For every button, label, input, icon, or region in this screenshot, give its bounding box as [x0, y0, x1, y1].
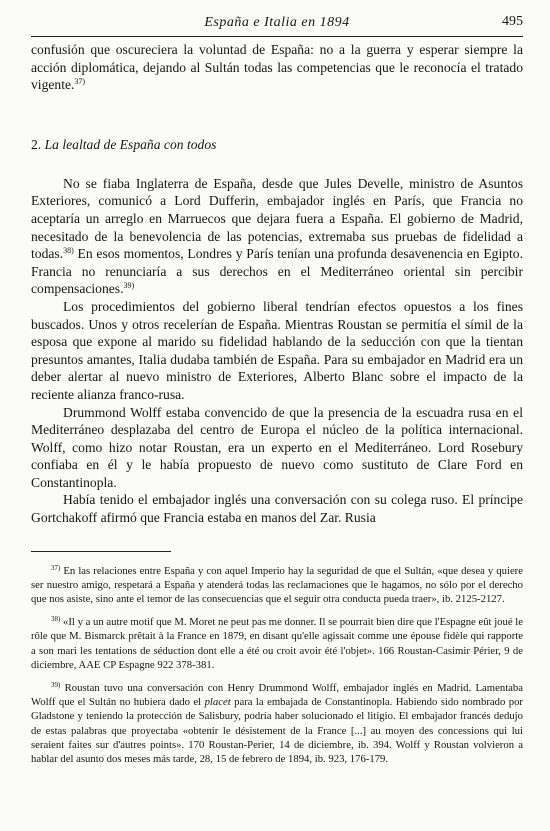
paragraph-text: confusión que oscureciera la voluntad de España: no a la guerra y esperar siempre la acción diplomática, dejando al Sultán todas las competencias que le reconocía el tratado vigente. [31, 42, 523, 93]
footnote-ref-37: 37) [74, 77, 86, 87]
footnote-divider [31, 551, 171, 552]
footnote-ref-38: 38) [63, 246, 74, 256]
footnote-ref-39: 39) [123, 281, 135, 291]
book-page [31, 12, 523, 775]
paragraph-3 [31, 404, 523, 492]
paragraph-text: Drummond Wolff estaba convencido de que la presencia de la escuadra rusa en el Mediterráneo desplazaba del centro de Europa el núcleo de la política internacional. Wolff, como hizo notar Roustan, era un experto en el Mediterráneo. Lord Rosebury confiaba en él y le había propuesto de nuevo como sustituto de Clare Ford en Constantinopla. [31, 404, 523, 490]
paragraph-text: Había tenido el embajador inglés una conversación con su colega ruso. El príncipe Gortchakoff afirmó que Francia estaba en manos del Zar. Rusia [31, 492, 523, 526]
paragraph-text: En esos momentos, Londres y París tenían una profunda desavenencia en Egipto. Francia no renunciaría a sus derechos en el Mediterráneo oriental sin percibir compensaciones. [31, 246, 523, 297]
running-header [31, 12, 523, 37]
section-number: 2. [31, 136, 42, 152]
paragraph-4 [31, 491, 523, 526]
footnote-text: para la embajada de Constantinopla. Habiendo sido nombrado por Gladstone y teniendo la protección de Salisbury, podría haber solucionado el litigio. El embajador francés dedujo de estas palabras que proyectaba «obtenir le désistement de la France [...] au moyen des concessions qui lui seraient faites sur d'autres points». 170 Roustan-Perier, 14 de diciembre, ib. 394. Wolff y Roustan volvieron a hablar del asunto dos meses más tarde, 28, 15 de febrero de 1894, ib. 923, 176-179. [31, 696, 523, 766]
paragraph-1 [31, 175, 523, 298]
footnote-marker: 37) [51, 563, 61, 572]
footnote-38 [31, 615, 523, 672]
footnote-text: Roustan tuvo una conversación con Henry Drummond Wolff, embajador inglés en Madrid. Lamentaba Wolff que el Sultán no hubiera dado el [31, 682, 523, 709]
section-heading [31, 136, 523, 154]
footnote-italic-term: placet [204, 696, 231, 709]
paragraph-text: Los procedimientos del gobierno liberal tendrían efectos opuestos a los fines buscados. Unos y otros recelerían de España. Mientras Roustan se permitía el símil de la esposa que expone al marido su fidelidad hablando de la seducción con que la tientan presuntos amantes, Italia dudaba también de España. Para su embajador en Madrid era un deber alertar al nuevo ministro de Exteriores, Alberto Blanc sobre el impacto de la reciente alianza franco-rusa. [31, 298, 523, 402]
footnote-marker: 39) [51, 681, 61, 690]
footnote-39 [31, 681, 523, 766]
paragraph-text: No se fiaba Inglaterra de España, desde que Jules Develle, ministro de Asuntos Exteriores, comunicó a Lord Dufferin, embajador inglés en París, que Francia no aceptaría un arreglo en Marruecos que dejara fuera a España. El gobierno de Madrid, necesitado de la benevolencia de las potencias, extremaba sus pruebas de fidelidad a todas. [31, 175, 523, 262]
footnote-37 [31, 564, 523, 607]
paragraph-2 [31, 298, 523, 404]
footnote-text: «Il y a un autre motif que M. Moret ne peut pas me donner. Il se pourrait bien dire que l'Espagne eût joué le rôle que M. Bismarck prêtait à la France en 1879, en disant qu'elle agissait comme une épouse fidèle qui rapporte a son mari les tentations de séduction dont elle a été ou croit avoir été l'objet». 166 Roustan-Casimir Périer, 9 de diciembre, AAE CP Espagne 922 378-381. [31, 616, 523, 671]
footnote-text: En las relaciones entre España y con aquel Imperio hay la seguridad de que el Sultán, «que desea y quiere ser nuestro amigo, respetará a España y atenderá todas las reclamaciones que le hagamos, no sólo por el derecho que nos asiste, sino ante el temor de las consecuencias que el seguir otra conducta pueda traer», ib. 2125-2127. [31, 564, 523, 606]
page-number: 495 [502, 14, 523, 29]
section-title: La lealtad de España con todos [44, 136, 217, 152]
continuation-paragraph [31, 41, 523, 94]
running-title: España e Italia en 1894 [204, 15, 350, 30]
footnote-marker: 38) [51, 615, 61, 624]
